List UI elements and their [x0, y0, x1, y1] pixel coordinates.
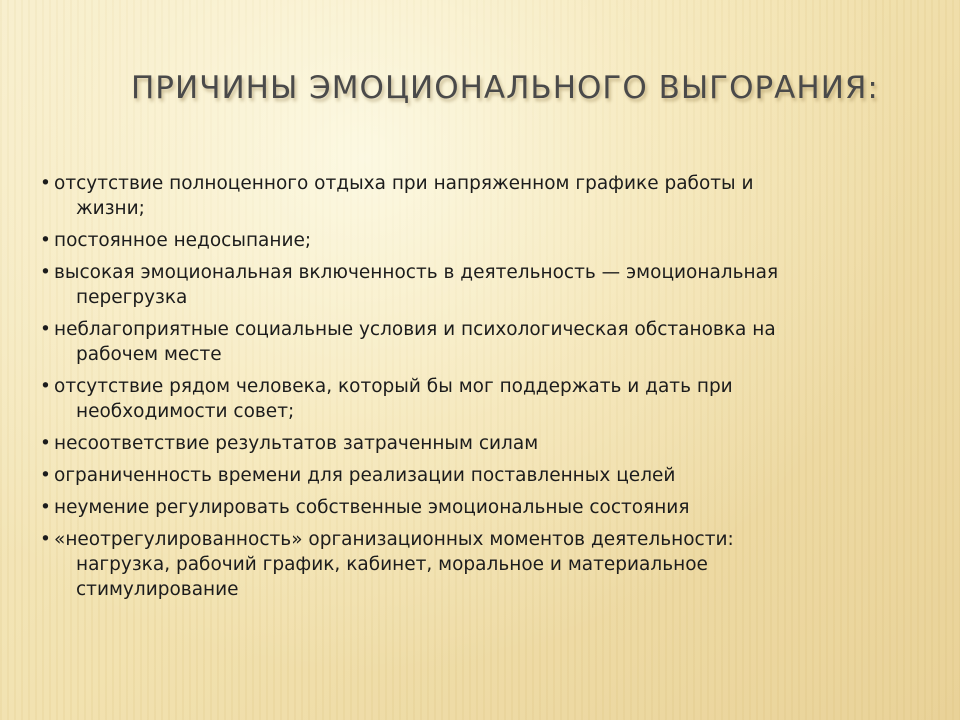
- bullet-icon: •: [40, 230, 51, 251]
- list-item: [40, 374, 940, 424]
- bullet-icon: •: [40, 465, 51, 486]
- list-item-text: отсутствие рядом человека, который бы мог поддержать и дать при необходимости совет;: [54, 376, 733, 422]
- bullet-icon: •: [40, 376, 51, 397]
- bullet-list: [40, 171, 940, 609]
- bullet-icon: •: [40, 497, 51, 518]
- list-item: [40, 317, 940, 367]
- slide-title: ПРИЧИНЫ ЭМОЦИОНАЛЬНОГО ВЫГОРАНИЯ:: [131, 70, 879, 106]
- list-item-text: высокая эмоциональная включенность в деятельность — эмоциональная перегрузка: [54, 262, 779, 308]
- list-item-text: неумение регулировать собственные эмоциональные состояния: [54, 497, 690, 518]
- list-item-text: постоянное недосыпание;: [54, 230, 312, 251]
- list-item-text: «неотрегулированность» организационных моментов деятельности: нагрузка, рабочий график, кабинет, моральное и материальное стимулирование: [54, 529, 734, 600]
- list-item-text: ограниченность времени для реализации поставленных целей: [54, 465, 676, 486]
- list-item: [40, 463, 940, 488]
- bullet-icon: •: [40, 529, 51, 550]
- bullet-icon: •: [40, 262, 51, 283]
- list-item-text: неблагоприятные социальные условия и психологическая обстановка на рабочем месте: [54, 319, 776, 365]
- bullet-icon: •: [40, 319, 51, 340]
- list-item-text: несоответствие результатов затраченным силам: [54, 433, 539, 454]
- bullet-icon: •: [40, 433, 51, 454]
- list-item: [40, 431, 940, 456]
- list-item: [40, 171, 940, 221]
- list-item: [40, 228, 940, 253]
- list-item-text: отсутствие полноценного отдыха при напряженном графике работы и жизни;: [54, 173, 754, 219]
- list-item: [40, 495, 940, 520]
- bullet-icon: •: [40, 173, 51, 194]
- list-item: [40, 260, 940, 310]
- list-item: [40, 527, 940, 602]
